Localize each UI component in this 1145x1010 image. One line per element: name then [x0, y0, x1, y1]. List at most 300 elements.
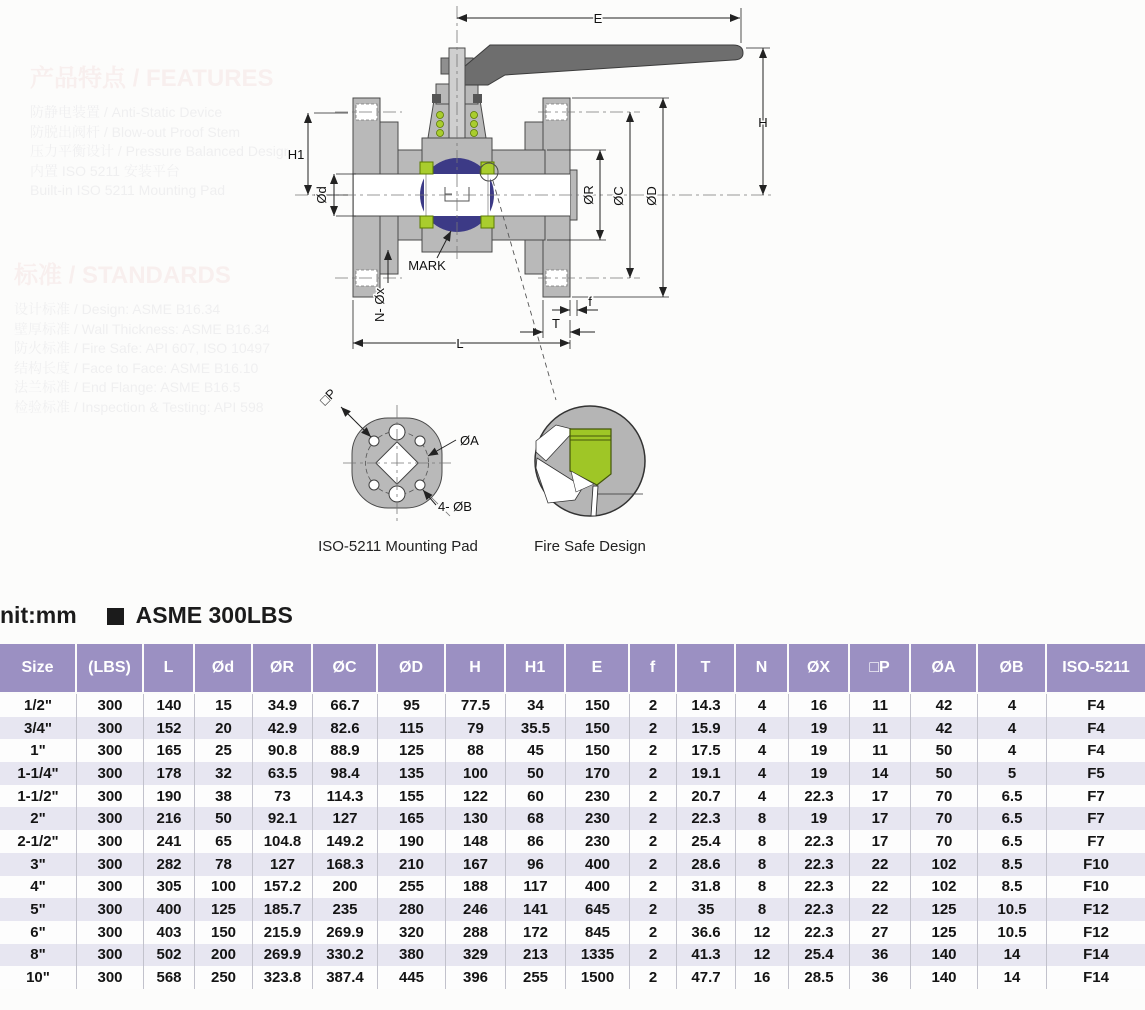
table-cell: 22.3 — [789, 853, 850, 876]
table-cell: 35.5 — [506, 717, 566, 740]
table-cell: F10 — [1083, 878, 1109, 896]
table-cell: 2 — [630, 944, 677, 967]
table-cell: F7 — [1087, 810, 1105, 828]
table-cell: 305 — [144, 876, 195, 899]
standards-heading: 标准 / STANDARDS — [14, 262, 231, 289]
table-cell: 1" — [0, 739, 77, 762]
table-cell: 17 — [850, 785, 911, 808]
faint-text-line: 结构长度 / Face to Face: ASME B16.10 — [14, 359, 259, 376]
dim-label-H1: H1 — [287, 147, 305, 162]
valve-seat — [481, 216, 494, 228]
table-cell: 47.7 — [677, 966, 736, 989]
table-cell: 25 — [195, 739, 253, 762]
table-cell: 100 — [446, 762, 506, 785]
table-cell: 102 — [911, 876, 978, 899]
table-cell: 6" — [0, 921, 77, 944]
table-cell: 149.2 — [313, 830, 378, 853]
table-cell: 31.8 — [677, 876, 736, 899]
table-cell: 300 — [77, 807, 144, 830]
table-cell: F5 — [1087, 764, 1105, 782]
column-header-11: T — [677, 644, 736, 694]
table-cell: 82.6 — [313, 717, 378, 740]
valve-seat — [420, 216, 433, 228]
table-cell: 22.3 — [677, 807, 736, 830]
column-header-9: E — [566, 644, 630, 694]
table-cell: 14 — [978, 944, 1047, 967]
table-cell: 165 — [144, 739, 195, 762]
table-row — [0, 966, 1145, 989]
table-row — [0, 830, 1145, 853]
unit-spec-line — [0, 602, 293, 629]
table-cell: 10.5 — [978, 898, 1047, 921]
table-cell: 25.4 — [677, 830, 736, 853]
table-cell: 127 — [313, 807, 378, 830]
table-cell: 104.8 — [253, 830, 313, 853]
table-cell: 90.8 — [253, 739, 313, 762]
table-cell: 65 — [195, 830, 253, 853]
table-cell: 8.5 — [978, 853, 1047, 876]
table-cell: 185.7 — [253, 898, 313, 921]
table-cell: 130 — [446, 807, 506, 830]
table-cell: 8 — [736, 898, 789, 921]
table-cell: 63.5 — [253, 762, 313, 785]
table-header — [0, 644, 1145, 694]
dimension-table — [0, 644, 1145, 989]
table-cell: 100 — [195, 876, 253, 899]
table-cell: 12 — [736, 944, 789, 967]
table-cell: 188 — [446, 876, 506, 899]
table-cell: 300 — [77, 830, 144, 853]
table-cell: 22 — [850, 853, 911, 876]
table-row — [0, 807, 1145, 830]
table-cell: 11 — [850, 739, 911, 762]
column-header-2: L — [144, 644, 195, 694]
table-cell: 2 — [630, 830, 677, 853]
table-cell: F10 — [1083, 855, 1109, 873]
table-row — [0, 739, 1145, 762]
table-cell: 88 — [446, 739, 506, 762]
table-cell: 329 — [446, 944, 506, 967]
table-cell: 210 — [378, 853, 446, 876]
table-cell: 125 — [911, 921, 978, 944]
fire-safe-caption: Fire Safe Design — [534, 538, 646, 555]
table-cell: 320 — [378, 921, 446, 944]
column-header-6: ØD — [378, 644, 446, 694]
table-cell: 50 — [911, 739, 978, 762]
table-cell: 17 — [850, 807, 911, 830]
table-cell: 269.9 — [253, 944, 313, 967]
table-cell: 5" — [0, 898, 77, 921]
table-cell: 213 — [506, 944, 566, 967]
table-cell: 568 — [144, 966, 195, 989]
table-cell: 2 — [630, 694, 677, 717]
table-cell: 77.5 — [446, 694, 506, 717]
valve-cross-section — [295, 6, 772, 400]
table-cell: 2 — [630, 921, 677, 944]
table-cell: 168.3 — [313, 853, 378, 876]
table-cell: 19 — [789, 762, 850, 785]
table-cell: 4 — [736, 717, 789, 740]
column-header-17: ISO-5211 — [1047, 644, 1145, 694]
table-cell: F4 — [1087, 719, 1105, 737]
table-cell: 190 — [378, 830, 446, 853]
dim-label-H: H — [758, 115, 768, 130]
table-cell: 102 — [911, 853, 978, 876]
table-cell: 14 — [978, 966, 1047, 989]
table-cell: 157.2 — [253, 876, 313, 899]
table-cell: 34.9 — [253, 694, 313, 717]
column-header-5: ØC — [313, 644, 378, 694]
table-cell: 502 — [144, 944, 195, 967]
table-cell: 1500 — [566, 966, 630, 989]
spec-label: ASME 300LBS — [135, 602, 293, 628]
table-cell: 125 — [378, 739, 446, 762]
table-cell: 230 — [566, 807, 630, 830]
table-cell: 140 — [911, 944, 978, 967]
table-cell: 92.1 — [253, 807, 313, 830]
table-cell: 36 — [850, 966, 911, 989]
table-cell: 115 — [378, 717, 446, 740]
table-cell: 2 — [630, 898, 677, 921]
table-cell: 122 — [446, 785, 506, 808]
table-cell: F4 — [1087, 696, 1105, 714]
table-cell: 27 — [850, 921, 911, 944]
table-cell: F14 — [1083, 969, 1109, 987]
table-cell: 8.5 — [978, 876, 1047, 899]
column-header-8: H1 — [506, 644, 566, 694]
table-cell: 3/4" — [0, 717, 77, 740]
table-cell: 165 — [378, 807, 446, 830]
table-cell: 400 — [566, 853, 630, 876]
table-cell: 1-1/2" — [0, 785, 77, 808]
table-cell: 28.5 — [789, 966, 850, 989]
table-cell: 8 — [736, 876, 789, 899]
table-cell: 4 — [736, 739, 789, 762]
table-cell: 4 — [978, 694, 1047, 717]
table-cell: 300 — [77, 944, 144, 967]
table-cell: F7 — [1087, 787, 1105, 805]
column-header-4: ØR — [253, 644, 313, 694]
table-row — [0, 694, 1145, 717]
table-cell: 17.5 — [677, 739, 736, 762]
table-cell: 14.3 — [677, 694, 736, 717]
table-cell: 400 — [144, 898, 195, 921]
table-cell: 17 — [850, 830, 911, 853]
table-cell: 140 — [911, 966, 978, 989]
table-cell: 445 — [378, 966, 446, 989]
table-cell: 216 — [144, 807, 195, 830]
table-cell: 42 — [911, 694, 978, 717]
table-cell: 50 — [911, 762, 978, 785]
table-cell: 300 — [77, 966, 144, 989]
table-cell: 6.5 — [978, 830, 1047, 853]
dim-label-OC: ØC — [611, 186, 626, 206]
table-cell: 2 — [630, 739, 677, 762]
table-cell: 19 — [789, 739, 850, 762]
table-cell: 4 — [736, 785, 789, 808]
table-cell: 288 — [446, 921, 506, 944]
dim-label-NOx: N- Øx — [372, 288, 387, 322]
table-cell: 36 — [850, 944, 911, 967]
table-cell: 4 — [978, 717, 1047, 740]
table-cell: 22.3 — [789, 830, 850, 853]
table-cell: 396 — [446, 966, 506, 989]
table-cell: 25.4 — [789, 944, 850, 967]
table-cell: 150 — [195, 921, 253, 944]
table-cell: 95 — [378, 694, 446, 717]
faint-text-line: 法兰标准 / End Flange: ASME B16.5 — [14, 379, 241, 395]
table-cell: 178 — [144, 762, 195, 785]
black-square-icon — [107, 608, 124, 625]
table-cell: 645 — [566, 898, 630, 921]
valve-handle — [458, 45, 743, 85]
table-cell: 78 — [195, 853, 253, 876]
table-cell: 2" — [0, 807, 77, 830]
dim-label-OB: 4- ØB — [438, 499, 472, 514]
table-cell: 22.3 — [789, 785, 850, 808]
table-cell: F12 — [1083, 901, 1109, 919]
table-cell: 22 — [850, 898, 911, 921]
faint-text-line: 防火标准 / Fire Safe: API 607, ISO 10497 — [14, 340, 271, 356]
fire-safe-detail — [534, 406, 646, 555]
table-cell: 2 — [630, 717, 677, 740]
table-cell: 1/2" — [0, 694, 77, 717]
table-cell: 11 — [850, 717, 911, 740]
table-cell: 230 — [566, 830, 630, 853]
table-cell: 15 — [195, 694, 253, 717]
table-cell: 135 — [378, 762, 446, 785]
table-cell: 845 — [566, 921, 630, 944]
table-cell: 190 — [144, 785, 195, 808]
valve-seat — [420, 162, 433, 174]
table-cell: 2 — [630, 807, 677, 830]
table-cell: 34 — [506, 694, 566, 717]
faint-text-line: 内置 ISO 5211 安装平台 — [30, 162, 180, 179]
mounting-pad-caption: ISO-5211 Mounting Pad — [318, 538, 478, 555]
table-cell: 150 — [566, 717, 630, 740]
table-cell: 148 — [446, 830, 506, 853]
table-body — [0, 694, 1145, 989]
table-cell: 2 — [630, 876, 677, 899]
table-cell: 8" — [0, 944, 77, 967]
table-cell: 1-1/4" — [0, 762, 77, 785]
column-header-15: ØA — [911, 644, 978, 694]
faint-text-line: 防脱出阀杆 / Blow-out Proof Stem — [30, 123, 241, 140]
faint-text-line: 压力平衡设计 / Pressure Balanced Design — [30, 143, 292, 159]
table-cell: 5 — [978, 762, 1047, 785]
table-cell: 300 — [77, 739, 144, 762]
table-cell: 4" — [0, 876, 77, 899]
table-cell: 70 — [911, 785, 978, 808]
table-cell: 150 — [566, 694, 630, 717]
table-cell: 2-1/2" — [0, 830, 77, 853]
table-cell: 16 — [789, 694, 850, 717]
table-cell: 114.3 — [313, 785, 378, 808]
table-cell: 70 — [911, 830, 978, 853]
table-cell: 141 — [506, 898, 566, 921]
table-cell: 155 — [378, 785, 446, 808]
table-cell: 28.6 — [677, 853, 736, 876]
table-cell: 400 — [566, 876, 630, 899]
table-cell: 150 — [566, 739, 630, 762]
table-cell: 330.2 — [313, 944, 378, 967]
table-cell: 387.4 — [313, 966, 378, 989]
table-cell: 50 — [506, 762, 566, 785]
table-cell: 2 — [630, 762, 677, 785]
table-cell: 22.3 — [789, 921, 850, 944]
table-cell: 152 — [144, 717, 195, 740]
table-cell: 38 — [195, 785, 253, 808]
table-cell: 22 — [850, 876, 911, 899]
table-cell: 300 — [77, 921, 144, 944]
table-cell: 200 — [313, 876, 378, 899]
table-cell: 215.9 — [253, 921, 313, 944]
table-row — [0, 944, 1145, 967]
table-cell: 11 — [850, 694, 911, 717]
table-cell: 235 — [313, 898, 378, 921]
table-cell: 380 — [378, 944, 446, 967]
dim-label-P: □P — [316, 385, 339, 408]
table-cell: 19 — [789, 807, 850, 830]
column-header-1: (LBS) — [77, 644, 144, 694]
table-cell: 127 — [253, 853, 313, 876]
table-cell: 14 — [850, 762, 911, 785]
table-cell: 200 — [195, 944, 253, 967]
table-cell: 8 — [736, 853, 789, 876]
table-cell: 4 — [736, 694, 789, 717]
features-heading: 产品特点 / FEATURES — [30, 65, 274, 92]
faint-text-line: 壁厚标准 / Wall Thickness: ASME B16.34 — [14, 320, 270, 337]
faint-text-line: 检验标准 / Inspection & Testing: API 598 — [14, 398, 264, 415]
table-cell: 300 — [77, 762, 144, 785]
table-cell: 167 — [446, 853, 506, 876]
table-cell: 60 — [506, 785, 566, 808]
table-cell: 12 — [736, 921, 789, 944]
table-cell: 96 — [506, 853, 566, 876]
table-cell: 2 — [630, 785, 677, 808]
dim-label-Od: Ød — [314, 186, 329, 204]
table-cell: 300 — [77, 853, 144, 876]
table-cell: 246 — [446, 898, 506, 921]
table-cell: 41.3 — [677, 944, 736, 967]
table-cell: 8 — [736, 807, 789, 830]
table-cell: 19 — [789, 717, 850, 740]
table-cell: 6.5 — [978, 807, 1047, 830]
column-header-7: H — [446, 644, 506, 694]
table-cell: 98.4 — [313, 762, 378, 785]
dim-label-OR: ØR — [581, 185, 596, 205]
table-cell: 140 — [144, 694, 195, 717]
column-header-12: N — [736, 644, 789, 694]
table-row — [0, 921, 1145, 944]
table-cell: 42 — [911, 717, 978, 740]
table-row — [0, 785, 1145, 808]
table-cell: 16 — [736, 966, 789, 989]
table-cell: 10" — [0, 966, 77, 989]
table-cell: 19.1 — [677, 762, 736, 785]
table-cell: 32 — [195, 762, 253, 785]
table-row — [0, 717, 1145, 740]
table-cell: 125 — [911, 898, 978, 921]
table-cell: 20.7 — [677, 785, 736, 808]
table-row — [0, 762, 1145, 785]
table-cell: 280 — [378, 898, 446, 921]
column-header-0: Size — [0, 644, 77, 694]
table-cell: 300 — [77, 898, 144, 921]
dim-label-OD: ØD — [644, 186, 659, 206]
table-row — [0, 853, 1145, 876]
unit-label: nit:mm — [0, 602, 77, 628]
table-cell: 255 — [378, 876, 446, 899]
column-header-14: □P — [850, 644, 911, 694]
table-cell: 250 — [195, 966, 253, 989]
table-cell: F4 — [1087, 742, 1105, 760]
column-header-10: f — [630, 644, 677, 694]
table-cell: 66.7 — [313, 694, 378, 717]
dim-label-mark: MARK — [408, 258, 446, 273]
table-cell: 68 — [506, 807, 566, 830]
dim-label-f: f — [588, 294, 592, 309]
table-cell: 50 — [195, 807, 253, 830]
table-cell: F12 — [1083, 923, 1109, 941]
faint-text-line: 防静电装置 / Anti-Static Device — [30, 104, 223, 120]
table-row — [0, 876, 1145, 899]
table-cell: 22.3 — [789, 876, 850, 899]
table-cell: 45 — [506, 739, 566, 762]
table-cell: 88.9 — [313, 739, 378, 762]
table-cell: 73 — [253, 785, 313, 808]
column-header-16: ØB — [978, 644, 1047, 694]
column-header-3: Ød — [195, 644, 253, 694]
dim-label-OA: ØA — [460, 433, 479, 448]
table-row — [0, 898, 1145, 921]
table-cell: 15.9 — [677, 717, 736, 740]
table-cell: 300 — [77, 785, 144, 808]
table-cell: 3" — [0, 853, 77, 876]
faint-text-line: 设计标准 / Design: ASME B16.34 — [14, 301, 221, 317]
table-cell: 10.5 — [978, 921, 1047, 944]
table-cell: F14 — [1083, 946, 1109, 964]
mounting-pad-detail — [317, 386, 479, 555]
table-cell: 4 — [736, 762, 789, 785]
table-cell: 86 — [506, 830, 566, 853]
table-cell: 323.8 — [253, 966, 313, 989]
table-cell: 79 — [446, 717, 506, 740]
table-cell: 20 — [195, 717, 253, 740]
table-cell: 170 — [566, 762, 630, 785]
table-cell: 2 — [630, 966, 677, 989]
column-header-13: ØX — [789, 644, 850, 694]
table-cell: 125 — [195, 898, 253, 921]
table-cell: 8 — [736, 830, 789, 853]
table-cell: 300 — [77, 717, 144, 740]
table-cell: 300 — [77, 694, 144, 717]
table-cell: 172 — [506, 921, 566, 944]
table-cell: 241 — [144, 830, 195, 853]
table-cell: 403 — [144, 921, 195, 944]
table-cell: 22.3 — [789, 898, 850, 921]
table-cell: 300 — [77, 876, 144, 899]
table-cell: 2 — [630, 853, 677, 876]
table-cell: 6.5 — [978, 785, 1047, 808]
table-cell: 70 — [911, 807, 978, 830]
table-cell: 4 — [978, 739, 1047, 762]
table-cell: 230 — [566, 785, 630, 808]
table-cell: 35 — [677, 898, 736, 921]
table-cell: 282 — [144, 853, 195, 876]
dim-label-E: E — [593, 11, 603, 26]
table-cell: 269.9 — [313, 921, 378, 944]
